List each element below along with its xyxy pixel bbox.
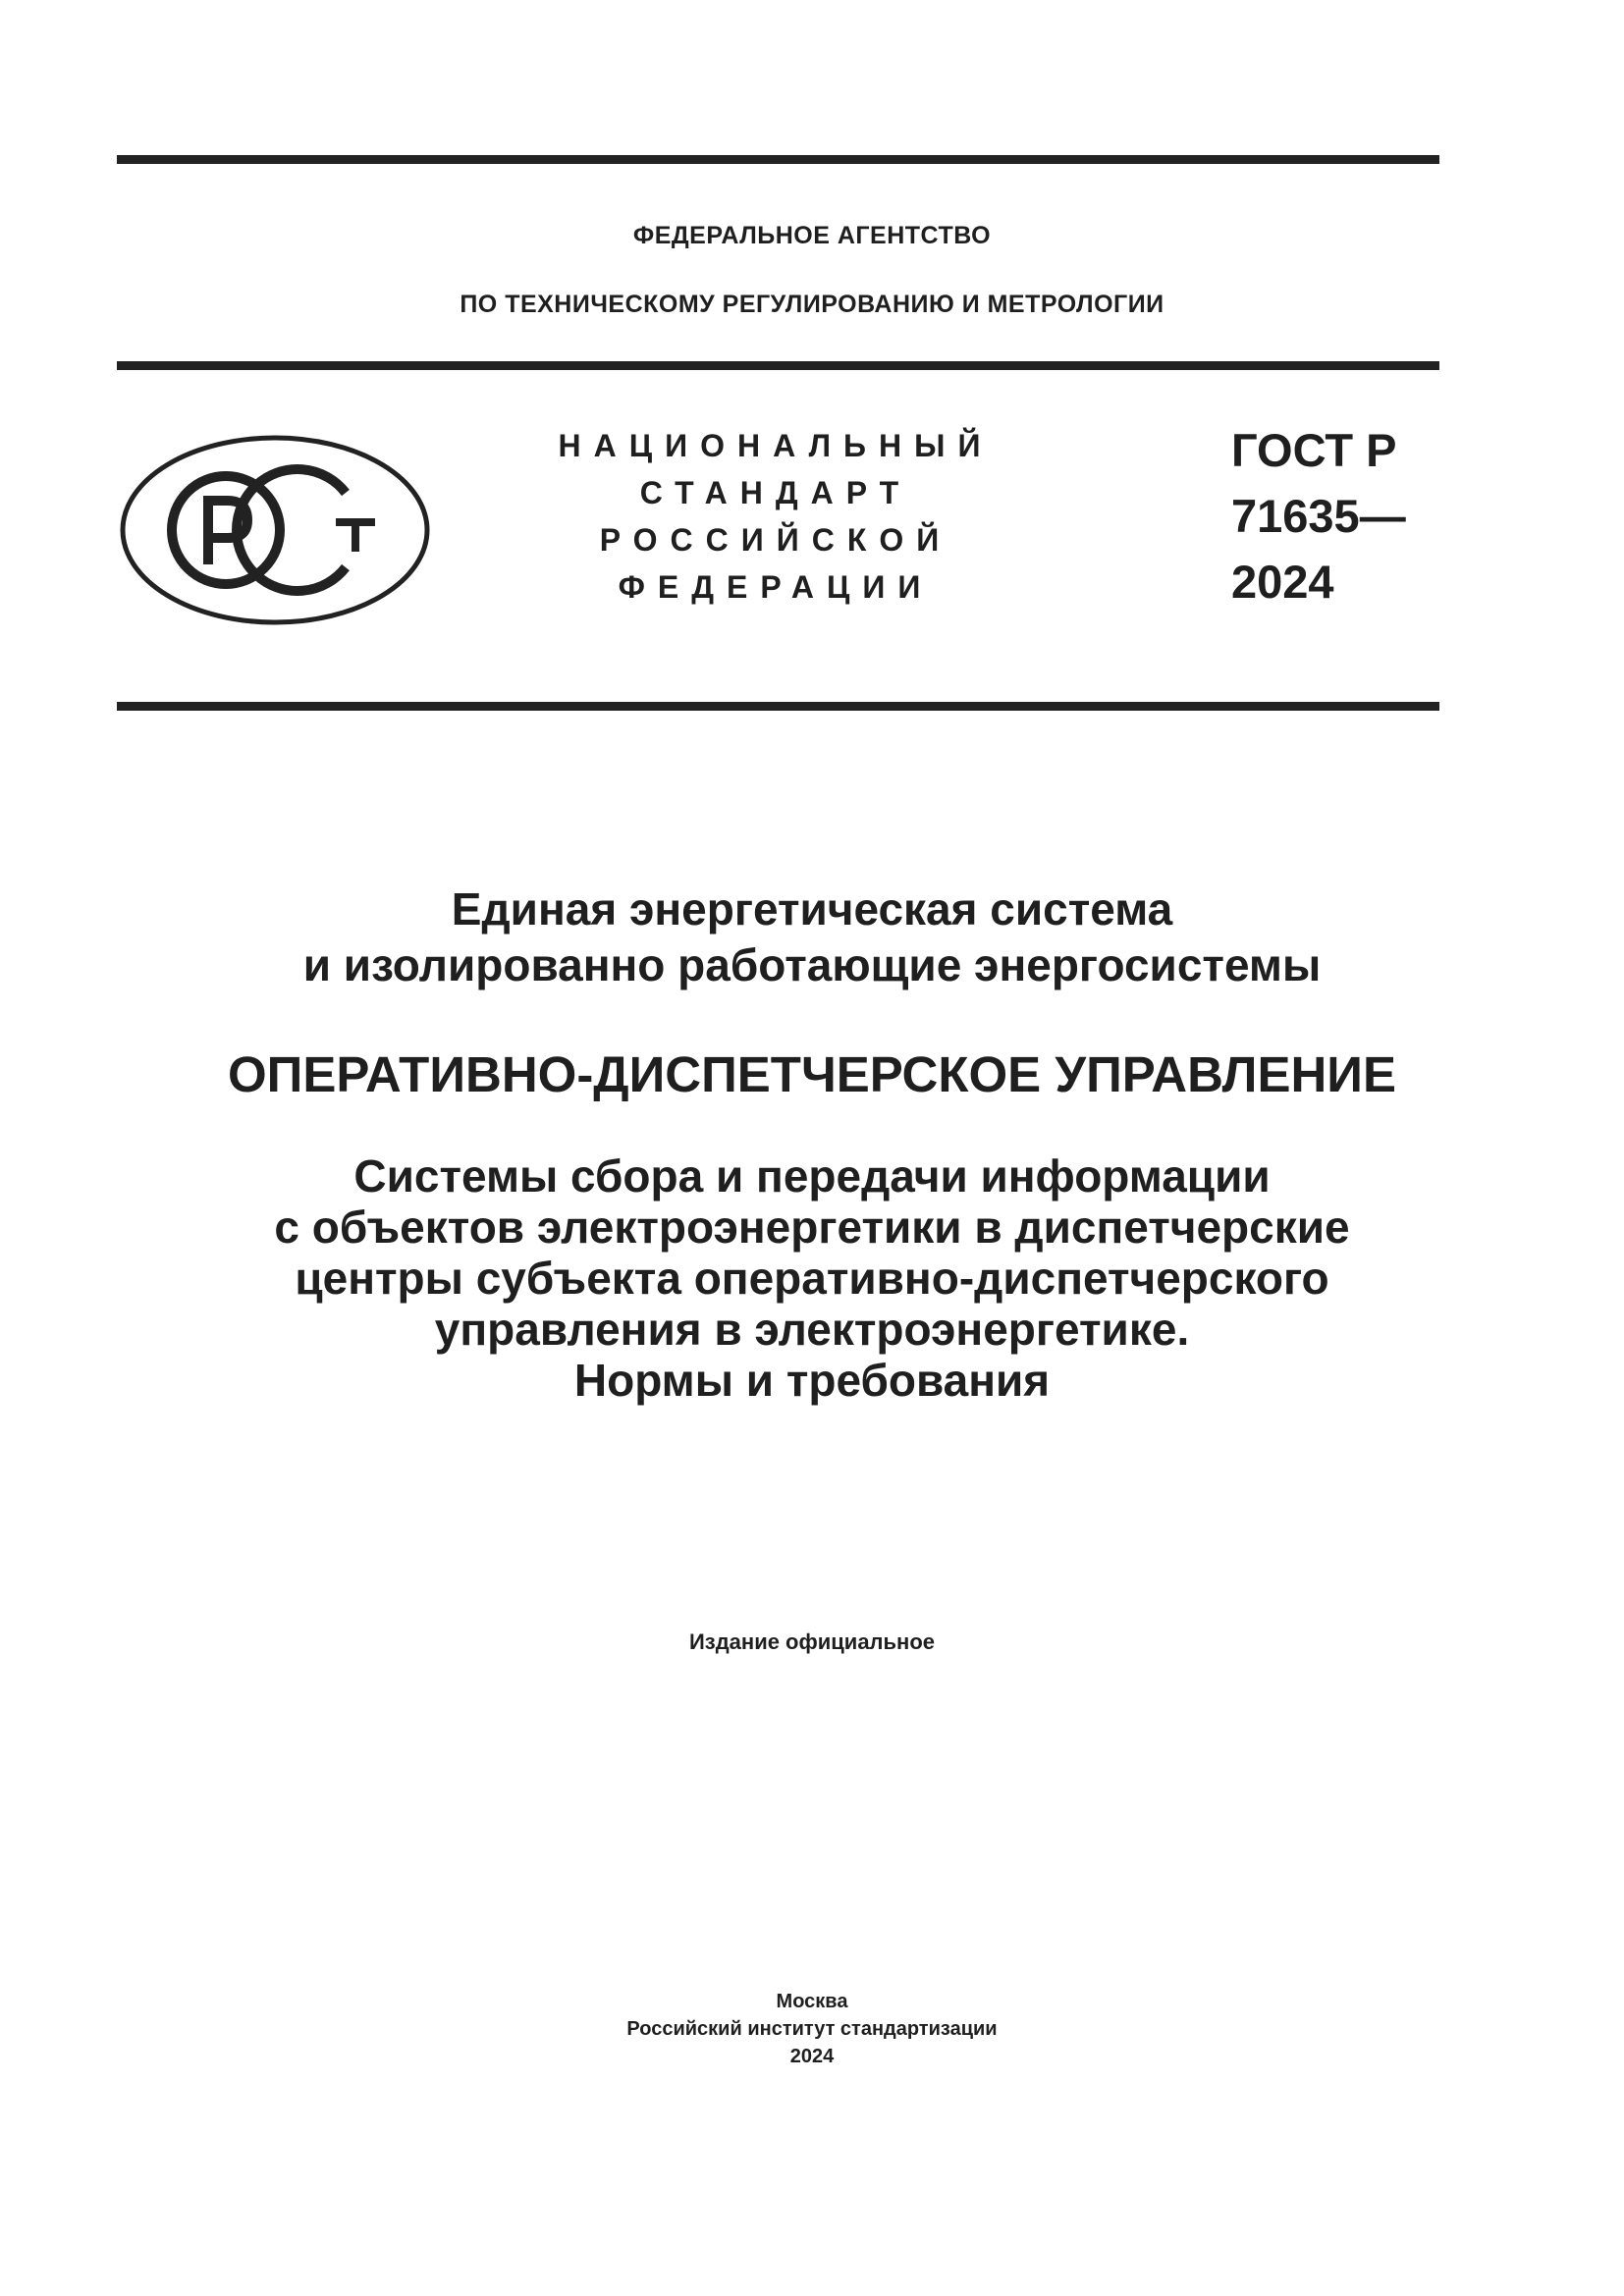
subtitle-line-1: Системы сбора и передачи информации xyxy=(353,1150,1271,1201)
designation-line-2: 71635— xyxy=(1231,490,1406,542)
standard-designation xyxy=(1231,417,1447,614)
middle-rule xyxy=(117,361,1439,370)
national-standard-label xyxy=(550,422,1001,611)
bottom-rule xyxy=(117,702,1439,711)
document-title-intro xyxy=(0,881,1624,993)
top-rule xyxy=(117,155,1439,164)
designation-line-1: ГОСТ Р xyxy=(1231,424,1397,476)
document-subtitle xyxy=(0,1150,1624,1406)
subtitle-line-4: управления в электроэнергетике. xyxy=(434,1304,1190,1355)
rst-gost-emblem-icon xyxy=(118,432,432,628)
agency-line-2: ПО ТЕХНИЧЕСКОМУ РЕГУЛИРОВАНИЮ И МЕТРОЛОГИИ xyxy=(460,291,1164,318)
publisher-city: Москва xyxy=(776,1991,848,2012)
natstd-line-2: СТАНДАРТ xyxy=(639,475,912,510)
natstd-line-4: ФЕДЕРАЦИИ xyxy=(618,569,934,605)
subtitle-line-3: центры субъекта оперативно-диспетчерского xyxy=(295,1253,1329,1304)
agency-line-1: ФЕДЕРАЛЬНОЕ АГЕНТСТВО xyxy=(632,222,992,249)
designation-line-3: 2024 xyxy=(1231,556,1334,608)
publisher-year: 2024 xyxy=(789,2046,835,2067)
subtitle-line-5: Нормы и требования xyxy=(573,1355,1051,1406)
edition-label: Издание официальное xyxy=(688,1629,936,1654)
agency-name xyxy=(0,201,1624,339)
document-title-main: ОПЕРАТИВНО-ДИСПЕТЧЕРСКОЕ УПРАВЛЕНИЕ xyxy=(228,1046,1396,1102)
subtitle-line-2: с объектов электроэнергетики в диспетчерские xyxy=(274,1201,1350,1253)
natstd-line-1: НАЦИОНАЛЬНЫЙ xyxy=(558,428,994,463)
title-line-2: и изолированно работающие энергосистемы xyxy=(302,939,1322,990)
title-line-1: Единая энергетическая система xyxy=(451,883,1173,934)
natstd-line-3: РОССИЙСКОЙ xyxy=(599,522,952,558)
publisher-org: Российский институт стандартизации xyxy=(626,2018,998,2040)
publisher-block xyxy=(0,1988,1624,2070)
